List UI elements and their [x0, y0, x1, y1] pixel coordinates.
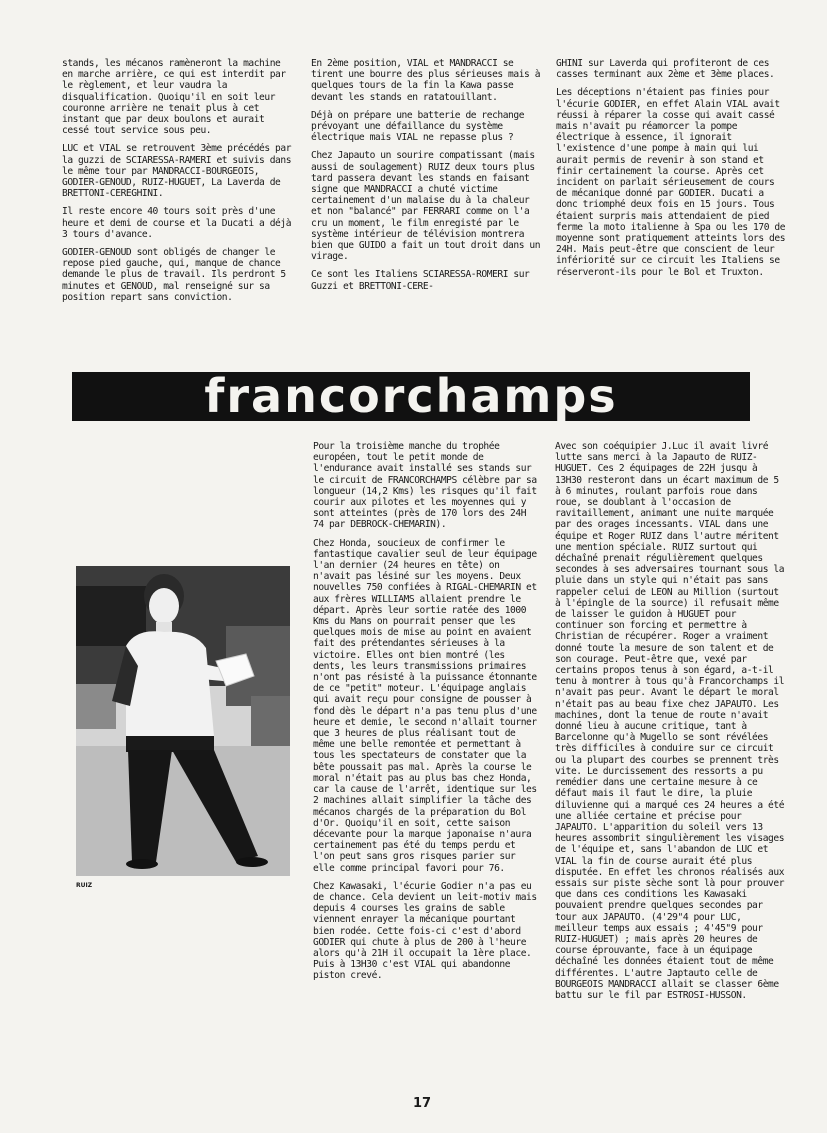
article-column-1: [62, 58, 297, 310]
paragraph: Avec son coéquipier J.Luc il avait livré lutte sans merci à la Japauto de RUIZ-HUGUET. Ces 2 équipages de 22H jusqu à 13H30 resteront dans un écart maximum de 5 à 6 minutes, roulant parfois roue dans roue, se doublant à l'occasion de ravitaillement, animant une nuite marquée par des orages incessants. VIAL dans une équipe et Roger RUIZ dans l'autre méritent une mention spéciale. RUIZ surtout qui déchaîné prenait régulièrement quelques secondes à ses adversaires tournant sous la pluie dans un style qui n'était pas sans rappeler celui de LEON au Million (surtout à l'épingle de la source) il refusait même de laisser le guidon à HUGUET pour continuer son forcing et permettre à Christian de récupérer. Roger a vraiment donné toute la mesure de son talent et de son courage. Peut-être que, vexé par certains propos tenus à son égard, a-t-il tenu à montrer à tous qu'à Francorchamps il n'avait pas peur. Avant le départ le moral n'était pas au beau fixe chez JAPAUTO. Les machines, dont la tenue de route n'avait donné lieu à aucune critique, tant à Barcelonne qu'à Mugello se sont révélées très difficiles à conduire sur ce circuit ou la plupart des courbes se prennent très vite. Le durcissement des ressorts a pu remédier dans une certaine mesure à ce défaut mais il faut le dire, la pluie diluvienne qui a marqué ces 24 heures a été une alliée certaine et précise pour JAPAUTO. L'apparition du soleil vers 13 heures assombrit singulièrement les visages de l'équipe et, sans l'abandon de LUC et VIAL la fin de course aurait été plus disputée. En effet les chronos réalisés aux essais sur piste sèche sont là pour prouver que dans ces conditions les Kawasaki pouvaient prendre quelques secondes par tour aux JAPAUTO. (4'29"4 pour LUC, meilleur temps aux essais ; 4'45"9 pour RUIZ-HUGUET) ; mais après 20 heures de course éprouvante, face à un équipage déchaîné les données étaient tout de même différentes. L'autre Japtauto celle de BOURGEOIS MANDRACCI allait se classer 6ème battu sur le fil par ESTROSI-HUSSON.: [555, 441, 790, 1001]
paragraph: Ce sont les Italiens SCIARESSA-ROMERI sur Guzzi et BRETTONI-CERE-: [311, 269, 535, 292]
paragraph: Chez Honda, soucieux de confirmer le fantastique cavalier seul de leur équipage l'an dernier (24 heures en tête) on n'avait pas lésiné sur les moyens. Deux nouvelles 750 confiées à RIGAL-CHEMARIN et aux frères WILLIAMS allaient prendre le départ. Après leur sortie ratée des 1000 Kms du Mans on pourrait penser que les quelques mois de mise au point en avaient fait des prétendantes sérieuses à la victoire. Elles ont bien montré (les dents, les leurs transmissions primaires n'ont pas résisté à la puissance étonnante de ce "petit" moteur. L'équipage anglais qui avait reçu pour consigne de pousser à fond dès le départ n'a pas tenu plus d'une heure et demie, le second n'allait tourner que 3 heures de plus réalisant tout de même une belle remontée et permettant à tous les spectateurs de constater que la bête poussait pas mal. Après la course le moral n'était pas au plus bas chez Honda, car la cause de l'arrêt, identique sur les 2 machines allait simplifier la tâche des mécanos chargés de la préparation du Bol d'Or. Quoiqu'il en soit, cette saison décevante pour la marque japonaise n'aura certainement pas été du temps perdu et l'on peut sans gros risques parier sur elle comme principal favori pour 76.: [313, 537, 543, 874]
paragraph: Les déceptions n'étaient pas finies pour l'écurie GODIER, en effet Alain VIAL avait réussi à réparer la cosse qui avait cassé mais n'avait pu réamorcer la pompe électrique à essence, il ignorait l'existence d'une pompe à main qui lui aurait permis de revenir à son stand et finir certainement la course. Après cet incident on parlait sérieusement de cours de mécanique donné par GODIER. Ducati a donc triomphé deux fois en 15 jours. Tous étaient surpris mais attendaient de pied ferme la moto italienne à Spa ou les 170 de moyenne sont pratiquement atteints lors des 24H. Mais peut-être que conscient de leur infériorité sur ce circuit les Italiens se réserveront-ils pour le Bol et Truxton.: [556, 87, 791, 278]
paragraph: En 2ème position, VIAL et MANDRACCI se tirent une bourre des plus sérieuses mais à quelques tours de la fin la Kawa passe devant les stands en ratatouillant.: [311, 58, 546, 103]
paragraph: stands, les mécanos ramèneront la machine en marche arrière, ce qui est interdit par le règlement, et leur vaudra la disqualification. Quoiqu'il en soit leur couronne arrière ne tenait plus à cet instant que par deux boulons et aurait cessé tout service sous peu.: [62, 58, 292, 137]
article-column-5: [555, 441, 790, 1008]
paragraph: Pour la troisième manche du trophée européen, tout le petit monde de l'endurance avait installé ses stands sur le circuit de FRANCORCHAMPS célèbre par sa longueur (14,2 Kms) les risques qu'il fait courir aux pilotes et les moyennes qui y sont atteintes (près de 170 lors des 24H 74 par DEBROCK-CHEMARIN).: [313, 441, 543, 531]
section-banner: [72, 369, 750, 423]
paragraph: Chez Kawasaki, l'écurie Godier n'a pas eu de chance. Cela devient un leit-motiv mais depuis 4 courses les grains de sable viennent enrayer la mécanique pourtant bien rodée. Cette fois-ci c'est d'abord GODIER qui chute à plus de 200 à l'heure alors qu'à 21H il occupait la 1ère place. Puis à 13H30 c'est VIAL qui abandonne piston crevé.: [313, 880, 543, 982]
paragraph: Chez Japauto un sourire compatissant (mais aussi de soulagement) RUIZ deux tours plus tard passera devant les stands en faisant signe que MANDRACCI a chuté victime certainement d'un malaise du à la chaleur et non "balancé" par FERRARI comme on l'a cru un moment, le film enregisté par le système intérieur de télévision montrera bien que GUIDO a fait un tout droit dans un virage.: [311, 150, 546, 263]
page-number: 17: [413, 1096, 432, 1111]
article-column-4: [313, 441, 543, 989]
rider-photo: [76, 566, 290, 876]
paragraph: Il reste encore 40 tours soit près d'une heure et demi de course et la Ducati a déjà 3 tours d'avance.: [62, 206, 297, 240]
photo-credit: RUIZ: [76, 882, 93, 889]
article-column-2: [311, 58, 546, 299]
paragraph: GODIER-GENOUD sont obligés de changer le repose pied gauche, qui, manque de chance demande le plus de travail. Ils perdront 5 minutes et GENOUD, mal renseigné sur sa position repart sans conviction.: [62, 247, 292, 303]
paragraph: Déjà on prépare une batterie de rechange prévoyant une défaillance du système électrique mais VIAL ne repasse plus ?: [311, 109, 530, 144]
article-column-3: [556, 58, 791, 285]
section-title: francorchamps: [204, 369, 618, 423]
paragraph: GHINI sur Laverda qui profiteront de ces casses terminant aux 2ème et 3ème places.: [556, 58, 775, 81]
paragraph: LUC et VIAL se retrouvent 3ème précédés par la guzzi de SCIARESSA-RAMERI et suivis dans le même tour par MANDRACCI-BOURGEOIS, GODIER-GENOUD, RUIZ-HUGUET, La Laverda de BRETTONI-CEREGHINI.: [62, 143, 297, 200]
rider-photo-image: [76, 566, 290, 876]
